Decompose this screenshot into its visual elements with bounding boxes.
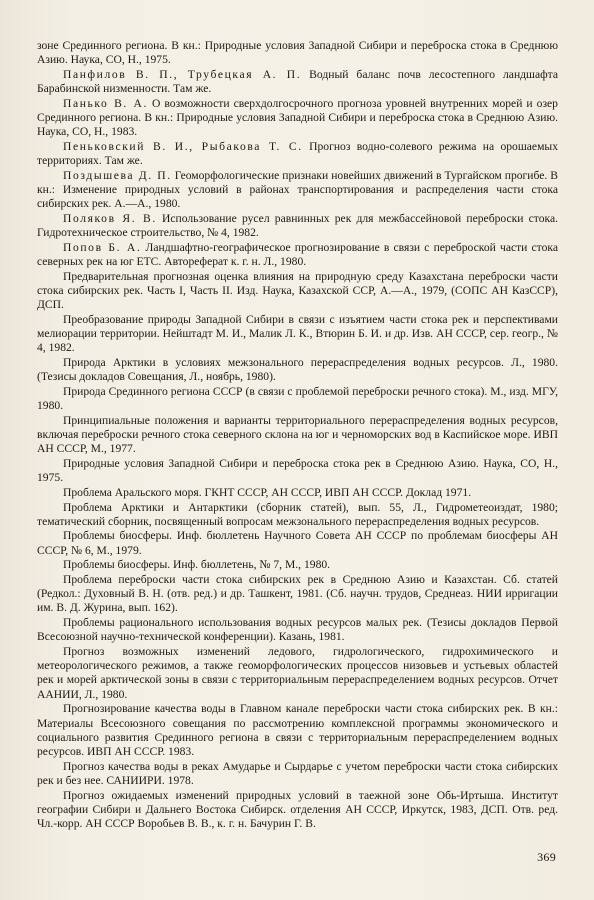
entry-author: Пеньковский В. И., Рыбакова Т. С. bbox=[63, 139, 303, 153]
entry-text: зоне Срединного региона. В кн.: Природные условия Западной Сибири и переброска стока в Среднюю Азию. Наука, СО, Н., 1975. bbox=[37, 39, 558, 67]
bibliography-entry bbox=[37, 789, 558, 832]
bibliography-entry bbox=[37, 39, 558, 67]
entry-text: Проблемы рационального использования водных ресурсов малых рек. (Тезисы докладов Первой Всесоюзной научно-технической конференции). Казань, 1981. bbox=[37, 616, 558, 644]
bibliography-entry bbox=[37, 645, 558, 702]
bibliography-entry bbox=[37, 501, 558, 529]
entry-text: Проблема переброски части стока сибирских рек в Среднюю Азию и Казахстан. Сб. статей (Редкол.: Духовный В. Н. (отв. ред.) и др. Ташкент, 1981. (Сб. научн. трудов, Среднеаз. НИИ ирригации им. В. Д. Журина, вып. 162). bbox=[37, 573, 558, 615]
entry-text: Предварительная прогнозная оценка влияния на природную среду Казахстана переброски части стока сибирских рек. Часть I, Часть II. Изд. Наука, Казахской ССР, А.—А., 1979, (СОПС АН КазССР), ДСП. bbox=[37, 269, 558, 312]
entry-text: Прогноз возможных изменений ледового, гидрологического, гидрохимического и метеорологического режимов, а также геоморфологических процессов низовьев и устьевых областей рек и морей арктической зоны в связи с территориальным перераспределением водных ресурсов. Отчет ААНИИ, Л., 1980. bbox=[37, 645, 558, 701]
entry-text: О возможности сверхдолгосрочного прогноза уровней внутренних морей и озер Срединного региона. В кн.: Природные условия Западной Сибири и переброска стока в Среднюю Азию. Наука, СО, Н., 1983. bbox=[37, 96, 558, 139]
bibliography-entry bbox=[37, 558, 558, 572]
bibliography-entry bbox=[37, 270, 558, 313]
entry-text: Геоморфологические признаки новейших движений в Тургайском прогибе. В кн.: Изменение природных условий в районах транспортирования и распределения части стока сибирских рек. А.—А., 1980. bbox=[37, 168, 558, 211]
bibliography-entry bbox=[37, 702, 558, 759]
entry-text: Природные условия Западной Сибири и переброска стока рек в Среднюю Азию. Наука, СО, Н., 1975. bbox=[37, 456, 558, 485]
bibliography-entry bbox=[37, 457, 558, 485]
bibliography-entry bbox=[37, 616, 558, 644]
bibliography-list bbox=[37, 39, 558, 831]
entry-text: Прогнозирование качества воды в Главном канале переброски части стока сибирских рек. В кн.: Материалы Всесоюзного совещания по рассмотрению комплексной программы экономического и социального развития Срединного региона в связи с территориальным перераспределением водных ресурсов. ИВП АН СССР. 1983. bbox=[37, 702, 558, 758]
page-number: 369 bbox=[537, 850, 556, 864]
entry-text: Ландшафтно-географическое прогнозирование в связи с переброской части стока северных рек на юг ЕТС. Автореферат к. г. н. Л., 1980. bbox=[37, 240, 558, 269]
entry-text: Использование русел равнинных рек для межбассейновой переброски стока. Гидротехническое строительство, № 4, 1982. bbox=[37, 211, 558, 240]
entry-text: Водный баланс почв лесостепного ландшафта Барабинской низменности. Там же. bbox=[37, 67, 558, 96]
bibliography-entry bbox=[37, 140, 558, 168]
entry-text: Принципиальные положения и варианты территориального перераспределения водных ресурсов, включая переброски речного стока северного склона на юг и черноморских вод в Каспийское море. ИВП АН СССР, М., 1977. bbox=[37, 413, 558, 456]
entry-text: Природа Срединного региона СССР (в связи с проблемой переброски речного стока). М., изд. МГУ, 1980. bbox=[37, 384, 558, 413]
entry-author: Попов Б. А. bbox=[63, 240, 142, 254]
bibliography-entry bbox=[37, 385, 558, 413]
bibliography-entry bbox=[37, 212, 558, 240]
entry-text: Преобразование природы Западной Сибири в связи с изъятием части стока рек и перспективами мелиорации территории. Нейштадт М. И., Малик Л. К., Втюрин Б. И. и др. Изв. АН СССР, сер. геогр., № 4, 1982. bbox=[37, 312, 558, 355]
bibliography-entry bbox=[37, 313, 558, 356]
bibliography-entry bbox=[37, 356, 558, 384]
entry-text: Проблема Арктики и Антарктики (сборник статей), вып. 55, Л., Гидрометеоиздат, 1980; тематический сборник, посвященный вопросам межзонального перераспределения водных ресурсов. bbox=[37, 500, 558, 528]
bibliography-entry bbox=[37, 68, 558, 96]
entry-text: Природа Арктики в условиях межзонального перераспределения водных ресурсов. Л., 1980. (Тезисы докладов Совещания, Л., ноябрь, 1980). bbox=[37, 355, 558, 384]
entry-author: Поздышева Д. П. bbox=[63, 168, 172, 182]
bibliography-entry bbox=[37, 169, 558, 212]
entry-text: Прогноз водно-солевого режима на орошаемых территориях. Там же. bbox=[37, 139, 558, 168]
bibliography-entry bbox=[37, 241, 558, 269]
bibliography-entry bbox=[37, 486, 558, 500]
bibliography-entry bbox=[37, 529, 558, 557]
bibliography-entry bbox=[37, 573, 558, 616]
entry-text: Прогноз ожидаемых изменений природных условий в таежной зоне Обь-Иртыша. Институт географии Сибири и Дальнего Востока Сибирск. отделения АН СССР, Иркутск, 1983, ДСП. Отв. ред. Чл.-корр. АН СССР Воробьев В. В., к. г. н. Бачурин Г. В. bbox=[37, 788, 558, 830]
bibliography-entry bbox=[37, 414, 558, 457]
entry-author: Панько В. А. bbox=[63, 96, 148, 110]
entry-author: Поляков Я. В. bbox=[63, 211, 157, 225]
entry-text: Проблемы биосферы. Инф. бюллетень Научного Совета АН СССР по проблемам биосферы АН СССР, № 6, М., 1979. bbox=[37, 529, 558, 557]
bibliography-entry bbox=[37, 760, 558, 788]
bibliography-entry bbox=[37, 97, 558, 140]
entry-author: Панфилов В. П., Трубецкая А. П. bbox=[63, 67, 302, 81]
entry-text: Проблема Аральского моря. ГКНТ СССР, АН СССР, ИВП АН СССР. Доклад 1971. bbox=[63, 485, 472, 499]
entry-text: Прогноз качества воды в реках Амударье и Сырдарье с учетом переброски части стока сибирских рек и без нее. САНИИРИ. 1978. bbox=[37, 759, 558, 787]
entry-text: Проблемы биосферы. Инф. бюллетень, № 7, М., 1980. bbox=[63, 558, 331, 572]
